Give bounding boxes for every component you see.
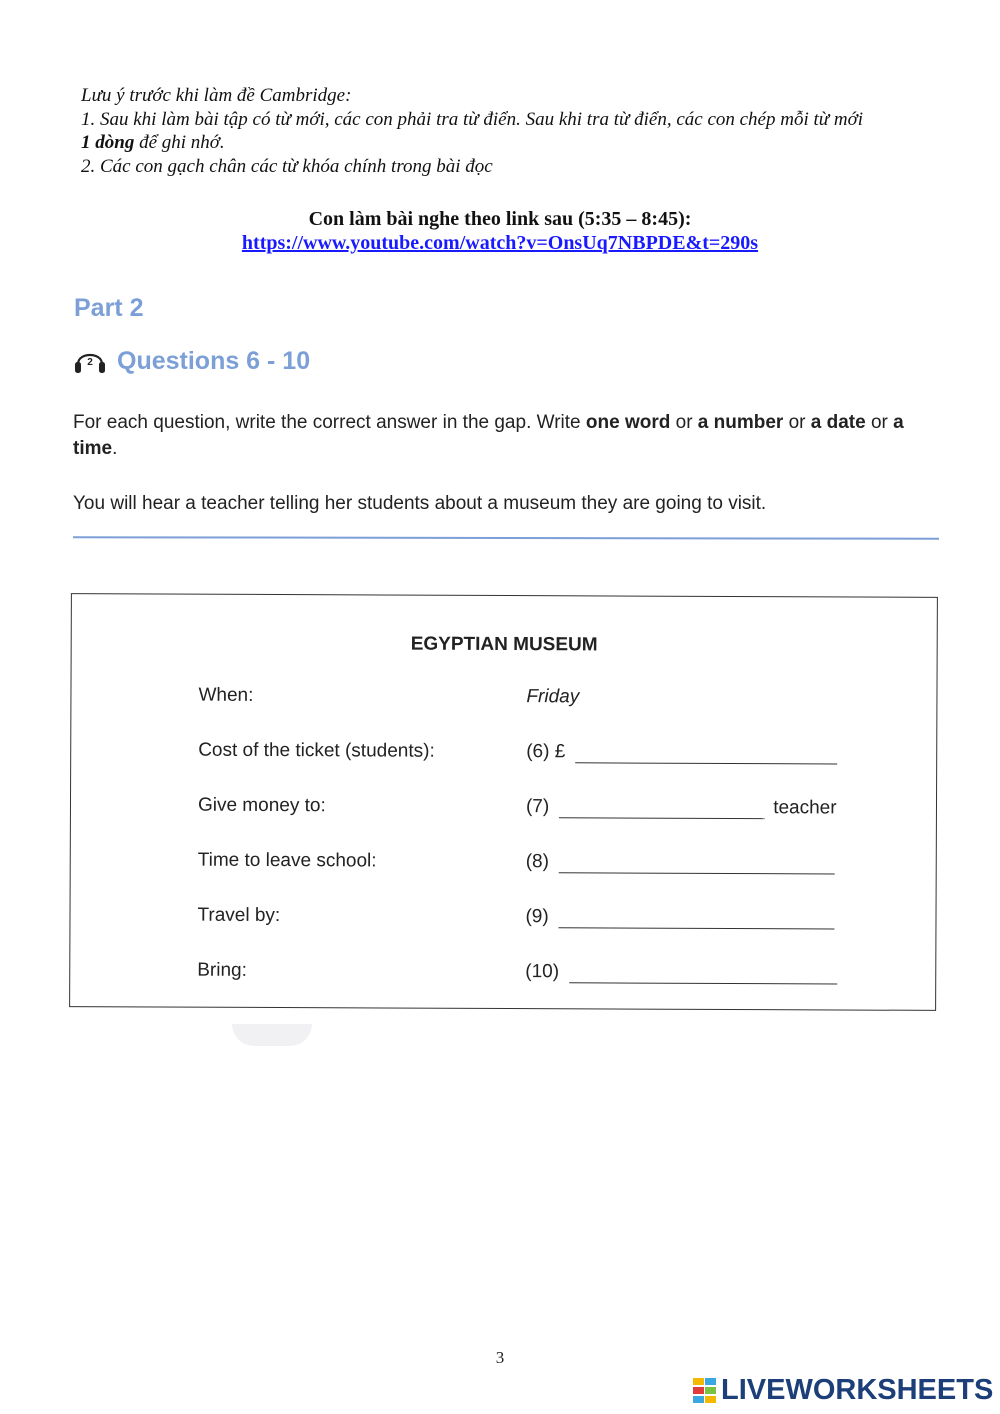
- context-text: You will hear a teacher telling her students about a museum they are going to visit.: [73, 493, 767, 514]
- instr-text-3: or: [783, 412, 811, 433]
- answer-gap-10[interactable]: [569, 964, 837, 984]
- row-time: [198, 850, 898, 883]
- row-give-money: [198, 795, 898, 828]
- notes-line-1-end: để ghi nhớ.: [134, 132, 225, 153]
- liveworksheets-logo[interactable]: [693, 1374, 993, 1407]
- row-bring: [197, 960, 897, 993]
- instr-bold-3: a date: [810, 412, 866, 433]
- notes-heading: Lưu ý trước khi làm đề Cambridge:: [81, 85, 352, 106]
- scan-smudge: [232, 1024, 312, 1046]
- notes-line-1-bold: 1 dòng: [81, 132, 135, 153]
- instructions: [73, 410, 923, 462]
- part-title: Part 2: [74, 294, 144, 322]
- instr-text-4: or: [865, 412, 894, 433]
- listening-block: [0, 207, 1000, 255]
- instr-text-1: For each question, write the correct answer in the gap. Write: [73, 412, 586, 433]
- row-label: Travel by:: [197, 904, 281, 927]
- row-label: Give money to:: [197, 794, 326, 817]
- headphones-icon: [73, 346, 107, 376]
- answer-gap-7[interactable]: [559, 799, 765, 819]
- notes-line-1: [81, 108, 931, 155]
- question-number: (9): [525, 906, 549, 928]
- notes-line-1-text: 1. Sau khi làm bài tập có từ mới, các con phải tra từ điển. Sau khi tra từ điển, các con chép mỗi từ mới: [81, 108, 864, 130]
- question-number: (10): [525, 961, 560, 983]
- row-label: Cost of the ticket (students):: [198, 739, 435, 762]
- questions-title: Questions 6 - 10: [117, 346, 311, 375]
- row-after-text: teacher: [773, 797, 837, 819]
- row-when: [198, 685, 898, 718]
- question-number: (6) £: [526, 741, 566, 763]
- instr-bold-2: a number: [697, 412, 784, 433]
- museum-title: EGYPTIAN MUSEUM: [410, 633, 598, 656]
- row-travel: [197, 905, 897, 938]
- instr-text-2: or: [670, 412, 698, 433]
- museum-form: [69, 593, 938, 1011]
- row-label: Time to leave school:: [197, 849, 377, 872]
- answer-gap-8[interactable]: [559, 854, 835, 874]
- page-number: 3: [495, 1348, 505, 1367]
- instr-bold-5: time: [73, 438, 113, 459]
- instr-bold-1: one word: [585, 412, 671, 433]
- notes-line-2: 2. Các con gạch chân các từ khóa chính trong bài đọc: [81, 155, 493, 177]
- instr-bold-4: a: [893, 412, 904, 433]
- question-number: (8): [525, 851, 550, 873]
- logo-text: LIVEWORKSHEETS: [721, 1374, 994, 1406]
- notes-block: [81, 84, 931, 178]
- logo-blocks-icon: [693, 1378, 717, 1404]
- track-number: 2: [87, 357, 93, 368]
- questions-heading: [73, 346, 310, 376]
- youtube-link[interactable]: https://www.youtube.com/watch?v=OnsUq7NBPDE&t=290s: [241, 232, 759, 254]
- row-label: Bring:: [197, 959, 247, 981]
- divider: [73, 536, 939, 540]
- answer-gap-9[interactable]: [559, 909, 835, 929]
- row-cost: [198, 740, 898, 773]
- question-number: (7): [525, 796, 550, 818]
- row-label: When:: [198, 684, 254, 706]
- row-value: Friday: [526, 686, 580, 708]
- listening-title: Con làm bài nghe theo link sau (5:35 – 8:45):: [308, 208, 692, 230]
- instr-text-5: .: [112, 438, 118, 459]
- answer-gap-6[interactable]: [575, 744, 837, 764]
